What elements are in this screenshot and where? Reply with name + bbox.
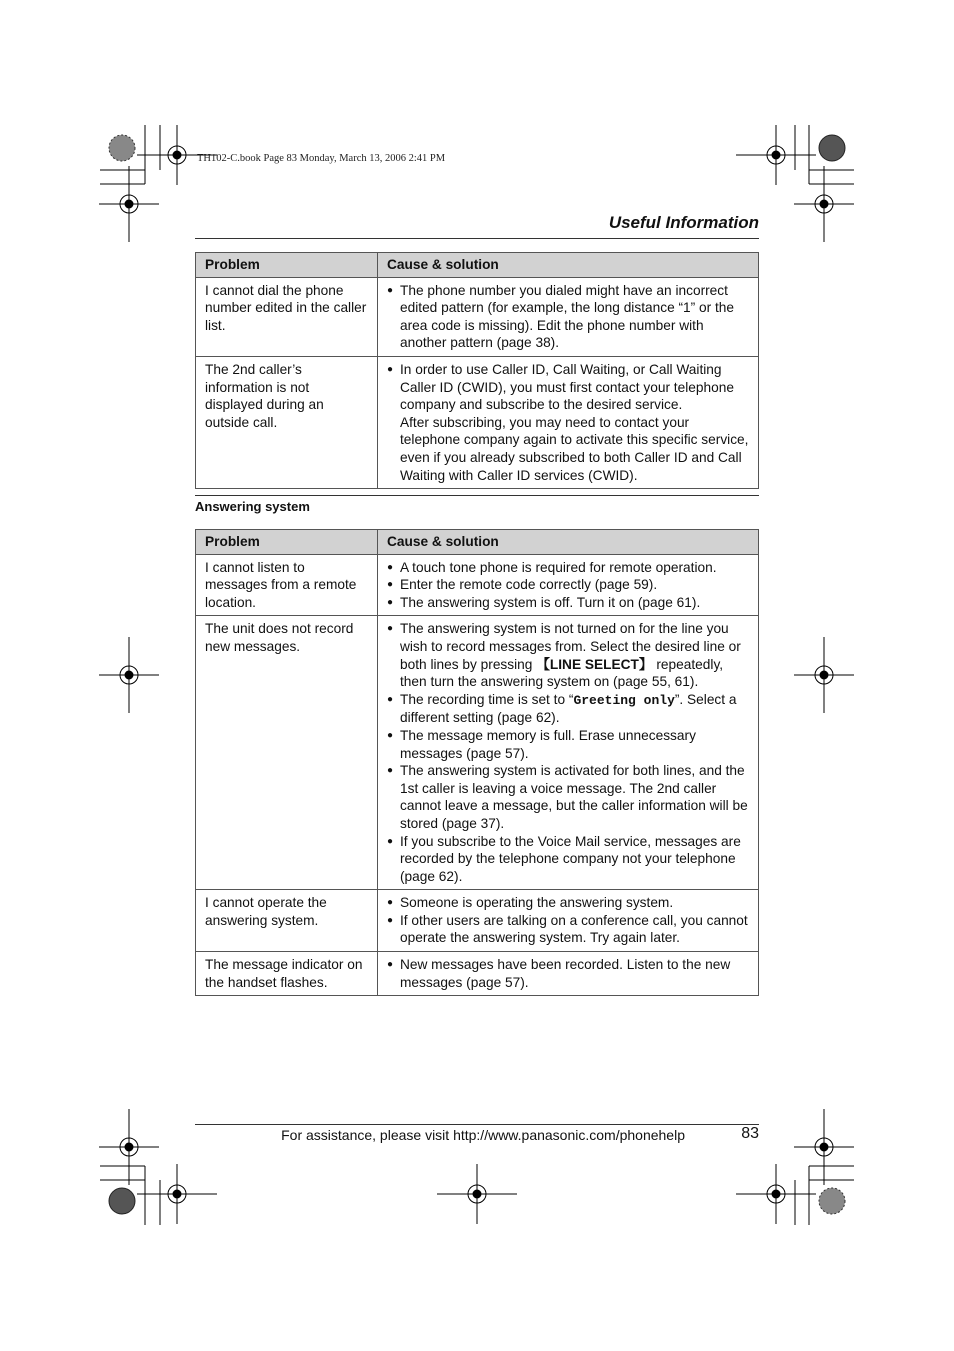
problem-cell: The unit does not record new messages. xyxy=(196,616,378,890)
solution-item xyxy=(387,620,749,690)
section-title: Useful Information xyxy=(608,213,759,232)
table-row xyxy=(196,890,759,952)
solution-text: The answering system is not turned on for the line you wish to record messages from. Select the desired line or both lines by pressing xyxy=(400,621,741,672)
section-rule xyxy=(195,495,759,496)
line-select-key: 【LINE SELECT】 xyxy=(536,656,653,672)
solution-text: ”. Select a different setting (page 62). xyxy=(400,691,737,726)
solution-text: repeatedly, then turn the answering system on (page 55, 61). xyxy=(400,656,724,690)
table-header-row xyxy=(196,253,759,278)
page-number: 83 xyxy=(741,1125,759,1142)
problem-cell: The 2nd caller’s information is not displayed during an outside call. xyxy=(196,356,378,488)
column-header-problem: Problem xyxy=(196,253,378,278)
solution-item: ● If you subscribe to the Voice Mail service, messages are recorded by the telephone company not your telephone (page 62). xyxy=(387,833,749,886)
solution-cell xyxy=(378,277,759,356)
problem-cell: I cannot dial the phone number edited in the caller list. xyxy=(196,277,378,356)
table-row xyxy=(196,277,759,356)
table-row xyxy=(196,554,759,616)
solution-item: ● Someone is operating the answering system. xyxy=(387,894,749,912)
table-row xyxy=(196,616,759,890)
solution-cell xyxy=(378,616,759,890)
solution-item xyxy=(387,691,749,727)
header-rule xyxy=(195,238,759,239)
column-header-problem: Problem xyxy=(196,530,378,555)
table-row xyxy=(196,952,759,996)
troubleshooting-table-answering xyxy=(195,529,759,996)
footer-rule xyxy=(195,1124,759,1125)
assistance-text: For assistance, please visit http://www.panasonic.com/phonehelp xyxy=(281,1127,685,1143)
solution-item: ● If other users are talking on a conference call, you cannot operate the answering system. Try again later. xyxy=(387,912,749,947)
column-header-cause: Cause & solution xyxy=(378,253,759,278)
problem-cell: I cannot listen to messages from a remote location. xyxy=(196,554,378,616)
solution-item: ● A touch tone phone is required for remote operation. xyxy=(387,559,749,577)
table-header-row xyxy=(196,530,759,555)
solution-item: ● The phone number you dialed might have an incorrect edited pattern (for example, the long distance “1” or the area code is missing). Edit the phone number with another pattern (page 38). xyxy=(387,282,749,352)
column-header-cause: Cause & solution xyxy=(378,530,759,555)
solution-item: ● The answering system is activated for both lines, and the 1st caller is leaving a voice message. The 2nd caller cannot leave a message, but the caller information will be stored (page 37). xyxy=(387,762,749,832)
solution-item: ● The message memory is full. Erase unnecessary messages (page 57). xyxy=(387,727,749,762)
answering-system-heading: Answering system xyxy=(195,499,310,514)
solution-item: ● In order to use Caller ID, Call Waiting, or Call Waiting Caller ID (CWID), you must first contact your telephone company and subscribe to the desired service. After subscribing, you may need to contact your telephone company again to activate this specific service, even if you already subscribed to both Caller ID and Call Waiting with Caller ID services (CWID). xyxy=(387,361,749,484)
display-text-greeting-only: Greeting only xyxy=(573,692,675,708)
solution-item: ● New messages have been recorded. Listen to the new messages (page 57). xyxy=(387,956,749,991)
solution-cell xyxy=(378,554,759,616)
solution-text: The recording time is set to “ xyxy=(400,691,574,707)
problem-cell: The message indicator on the handset flashes. xyxy=(196,952,378,996)
solution-cell xyxy=(378,952,759,996)
solution-cell xyxy=(378,356,759,488)
print-slug: TH102-C.book Page 83 Monday, March 13, 2006 2:41 PM xyxy=(197,153,446,164)
solution-cell xyxy=(378,890,759,952)
problem-cell: I cannot operate the answering system. xyxy=(196,890,378,952)
solution-item: ● Enter the remote code correctly (page 59). xyxy=(387,576,749,594)
solution-item: ● The answering system is off. Turn it on (page 61). xyxy=(387,594,749,612)
table-row xyxy=(196,356,759,488)
troubleshooting-table-caller-id xyxy=(195,252,759,489)
